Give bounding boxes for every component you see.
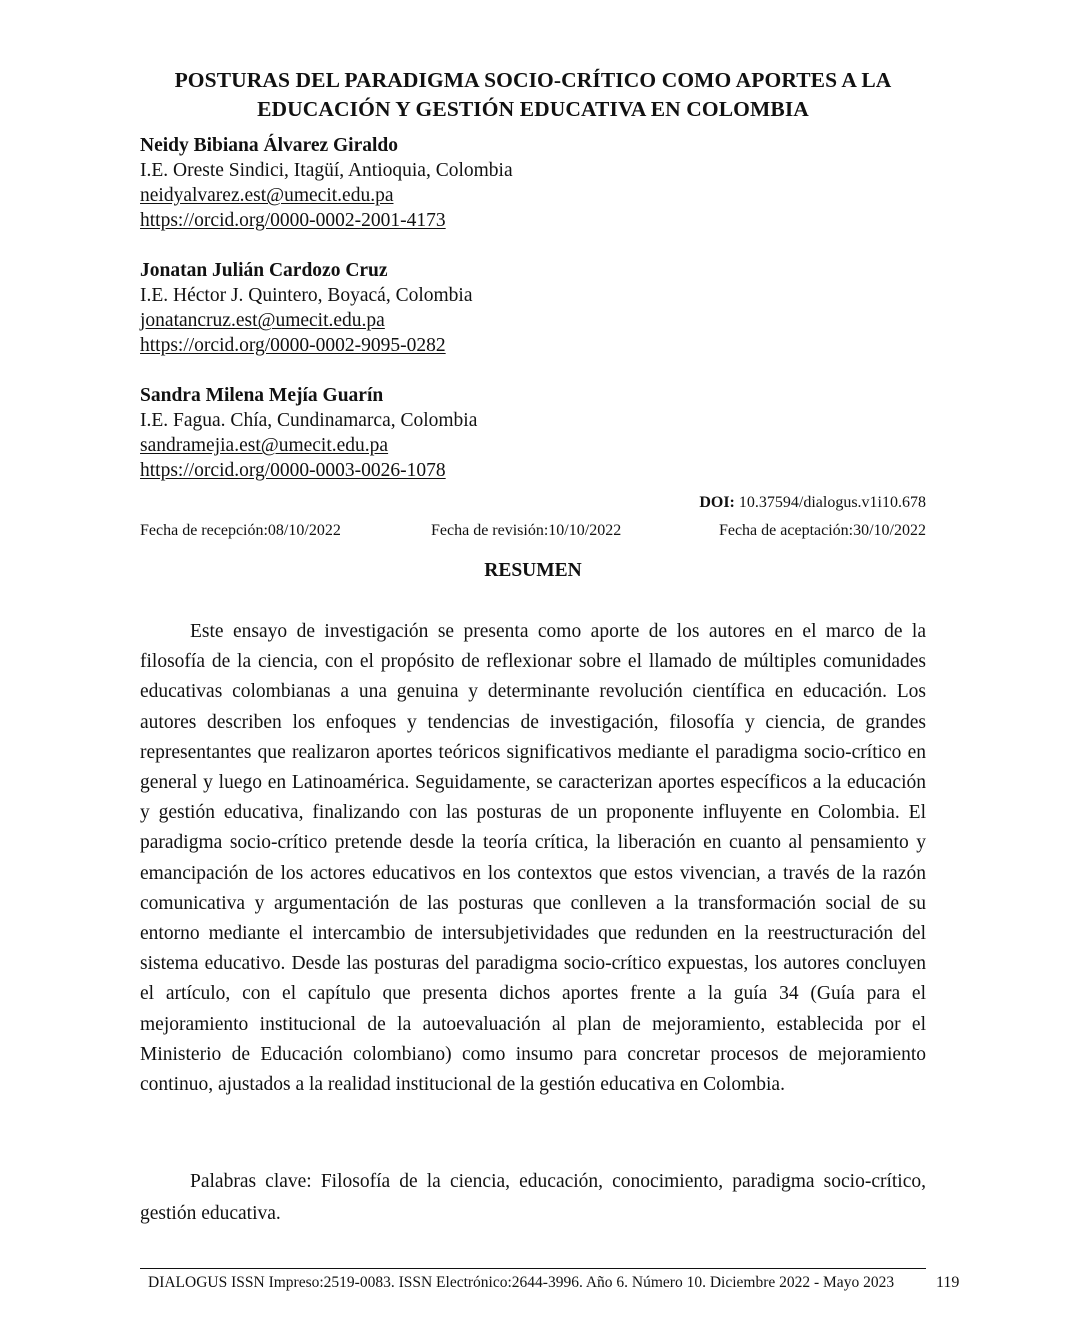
date-revised: Fecha de revisión:10/10/2022 <box>431 522 622 539</box>
author-block <box>140 258 940 358</box>
author-name: Jonatan Julián Cardozo Cruz <box>140 260 388 281</box>
title-line-1: POSTURAS DEL PARADIGMA SOCIO-CRÍTICO COMO APORTES A LA <box>174 68 892 92</box>
author-institution: I.E. Fagua. Chía, Cundinamarca, Colombia <box>140 410 478 431</box>
author-email-link[interactable]: jonatancruz.est@umecit.edu.pa <box>140 310 385 331</box>
author-name: Neidy Bibiana Álvarez Giraldo <box>140 135 399 156</box>
doi-value[interactable]: 10.37594/dialogus.v1i10.678 <box>738 494 926 511</box>
author-email-link[interactable]: neidyalvarez.est@umecit.edu.pa <box>140 185 394 206</box>
page-number: 119 <box>936 1274 960 1291</box>
abstract-body: Este ensayo de investigación se presenta como aporte de los autores en el marco de la filosofía de la ciencia, con el propósito de reflexionar sobre el llamado de múltiples comunidades educativas colombianas a una genuina y determinante revolución científica en educación. Los autores describen los enfoques y tendencias de investigación, filosofía y ciencia, de grandes representantes que realizaron aportes teóricos significativos mediante el paradigma socio-crítico en general y luego en Latinoamérica. Seguidamente, se caracterizan aportes específicos a la educación y gestión educativa, finalizando con las posturas de un proponente influyente en Colombia. El paradigma socio-crítico pretende desde la teoría crítica, la liberación en cuanto al pensamiento y emancipación de los actores educativos en los contextos que estos vivencian, a través de la razón comunicativa y argumentación de las posturas que conlleven a la transformación social de su entorno mediante el intercambio de intersubjetividades que redunden en la reestructuración del sistema educativo. Desde las posturas del paradigma socio-crítico expuestas, los autores concluyen el artículo, con el capítulo que presenta dichos aportes frente a la guía 34 (Guía para el mejoramiento institucional de la autoevaluación al plan de mejoramiento, establecida por el Ministerio de Educación colombiano) como insumo para concretar procesos de mejoramiento continuo, ajustados a la realidad institucional de la gestión educativa en Colombia. <box>140 621 926 1096</box>
author-institution: I.E. Héctor J. Quintero, Boyacá, Colombia <box>140 285 473 306</box>
article-dates <box>140 520 926 544</box>
journal-footer: DIALOGUS ISSN Impreso:2519-0083. ISSN Electrónico:2644-3996. Año 6. Número 10. Diciembre 2022 - Mayo 2023 <box>148 1274 895 1291</box>
title-line-2: EDUCACIÓN Y GESTIÓN EDUCATIVA EN COLOMBIA <box>257 97 809 121</box>
doi-label: DOI: <box>699 494 735 511</box>
author-name: Sandra Milena Mejía Guarín <box>140 385 384 406</box>
date-accepted: Fecha de aceptación:30/10/2022 <box>718 522 926 539</box>
doi-line <box>699 492 926 514</box>
abstract-heading: RESUMEN <box>484 560 582 581</box>
author-list <box>140 133 940 508</box>
author-email-link[interactable]: sandramejia.est@umecit.edu.pa <box>140 435 389 456</box>
author-institution: I.E. Oreste Sindici, Itagüí, Antioquia, Colombia <box>140 160 513 181</box>
author-orcid-link[interactable]: https://orcid.org/0000-0003-0026-1078 <box>140 460 446 481</box>
author-block <box>140 383 940 483</box>
author-block <box>140 133 940 233</box>
author-orcid-link[interactable]: https://orcid.org/0000-0002-2001-4173 <box>140 210 446 231</box>
author-orcid-link[interactable]: https://orcid.org/0000-0002-9095-0282 <box>140 335 446 356</box>
footer-divider <box>140 1268 926 1269</box>
date-received: Fecha de recepción:08/10/2022 <box>140 522 341 539</box>
keywords-paragraph: Palabras clave: Filosofía de la ciencia, educación, conocimiento, paradigma socio-crítico, gestión educativa. <box>140 1171 926 1224</box>
article-title <box>100 66 966 124</box>
